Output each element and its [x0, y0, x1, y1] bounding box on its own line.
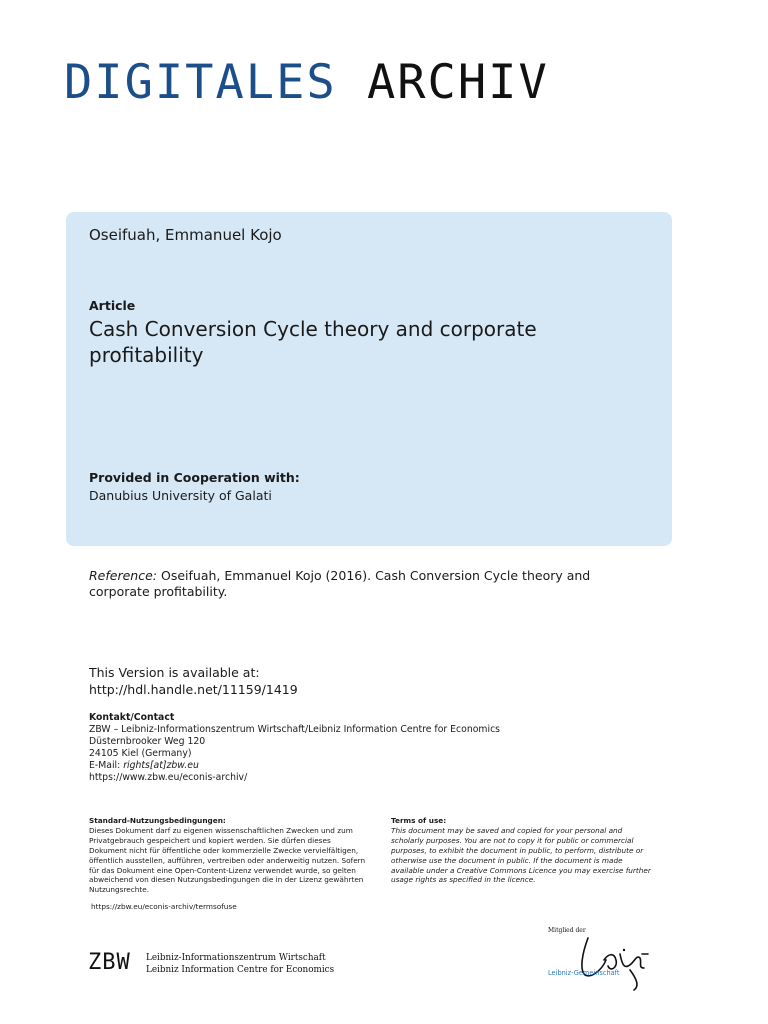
contact-block — [89, 712, 500, 784]
cooperation-label: Provided in Cooperation with: — [89, 470, 300, 485]
document-title: Cash Conversion Cycle theory and corporate profitability — [89, 317, 537, 367]
zbw-name-german: Leibniz-Informationszentrum Wirtschaft — [146, 953, 326, 963]
version-label: This Version is available at: — [89, 665, 260, 680]
terms-german-heading: Standard-Nutzungsbedingungen: — [89, 816, 226, 825]
terms-german — [89, 816, 369, 895]
contact-heading: Kontakt/Contact — [89, 712, 175, 723]
contact-email-row — [89, 760, 500, 772]
reference-label: Reference: — [89, 568, 157, 583]
zbw-logo-text — [146, 952, 334, 976]
leibniz-signature-logo — [544, 924, 654, 996]
terms-german-body: Dieses Dokument darf zu eigenen wissenschaftlichen Zwecken und zum Privatgebrauch gespeichert und kopiert werden. Sie dürfen dieses Dokument nicht für öffentliche oder kommerzielle Zwecke vervielfältigen, öffentlich ausstellen, aufführen, vertreiben oder anderweitig nutzen. Sofern für das Dokument eine Open-Content-Lizenz verwendet wurde, so gelten abweichend von diesen Nutzungsbedingungen die in der Lizenz gewährten Nutzungsrechte. — [89, 825, 366, 895]
leibniz-member-label: Mitglied der — [548, 927, 586, 934]
reference-text: Oseifuah, Emmanuel Kojo (2016). Cash Conversion Cycle theory and corporate profitability. — [89, 568, 591, 599]
document-type: Article — [89, 298, 136, 313]
version-link[interactable]: http://hdl.handle.net/11159/1419 — [89, 682, 298, 697]
contact-line-org: ZBW – Leibniz-Informationszentrum Wirtschaft/Leibniz Information Centre for Economics — [89, 724, 501, 735]
reference — [89, 568, 649, 599]
terms-link[interactable]: https://zbw.eu/econis-archiv/termsofuse — [91, 902, 237, 911]
contact-line-city: 24105 Kiel (Germany) — [89, 748, 192, 759]
logo-part-archiv: ARCHIV — [366, 55, 549, 110]
leibniz-gemeinschaft-label: Leibniz-Gemeinschaft — [548, 969, 620, 977]
contact-email-label: E-Mail: — [89, 760, 124, 771]
contact-email[interactable]: rights[at]zbw.eu — [123, 760, 199, 771]
terms-english — [391, 816, 656, 885]
terms-english-heading: Terms of use: — [391, 816, 447, 825]
cooperation-name: Danubius University of Galati — [89, 488, 272, 503]
digitales-archiv-logo — [64, 55, 549, 110]
contact-web-link[interactable]: https://www.zbw.eu/econis-archiv/ — [89, 772, 248, 783]
contact-line-street: Düsternbrooker Weg 120 — [89, 736, 206, 747]
author: Oseifuah, Emmanuel Kojo — [89, 226, 282, 244]
logo-part-digitales: DIGITALES — [64, 55, 337, 110]
zbw-name-english: Leibniz Information Centre for Economics — [146, 965, 335, 975]
terms-english-body: This document may be saved and copied for your personal and scholarly purposes. You are not to copy it for public or commercial purposes, to exhibit the document in public, to perform, distribute or otherwise use the document in public. If the document is made available under a Creative Commons Licence you may exercise further usage rights as specified in the licence. — [391, 825, 651, 885]
zbw-logo-mark: ZBW — [88, 950, 131, 975]
